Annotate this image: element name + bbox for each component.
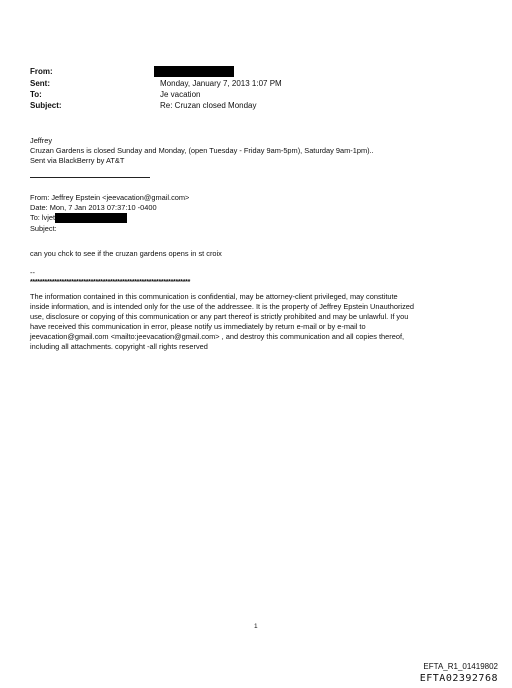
to-label: To: [30,90,42,99]
sent-value: Monday, January 7, 2013 1:07 PM [160,79,282,88]
from-label: From: [30,67,53,76]
page-number: 1 [254,623,258,630]
reply-signature: Sent via BlackBerry by AT&T [30,156,125,165]
redacted-sender [154,66,234,77]
reply-greeting: Jeffrey [30,136,53,145]
disclaimer-line: The information contained in this communication is confidential, may be attorney-client privileged, may constitute [30,292,398,301]
subject-label: Subject: [30,101,62,110]
original-date: Date: Mon, 7 Jan 2013 07:37:10 -0400 [30,203,157,212]
disclaimer-line: jeevacation@gmail.com <mailto:jeevacation@gmail.com> , and destroy this communication and all copies thereof, [30,332,405,341]
disclaimer-dashes: -- [30,268,35,277]
bates-number-primary: EFTA_R1_01419802 [423,662,498,671]
original-to: To: lvjet [30,213,56,222]
disclaimer-line: use, disclosure or copying of this communication or any part thereof is strictly prohibited and may be unlawful. If you [30,312,409,321]
bates-number-secondary: EFTA02392768 [419,673,498,684]
original-to-row [30,213,127,223]
disclaimer-line: inside information, and is intended only for the use of the addressee. It is the property of Jeffrey Epstein Unauthorized [30,302,414,311]
disclaimer-line: have received this communication in error, please notify us immediately by return e-mail or by e-mail to [30,322,366,331]
sent-label: Sent: [30,79,50,88]
subject-value: Re: Cruzan closed Monday [160,101,257,110]
redacted-recipient [55,213,127,223]
disclaimer-line: including all attachments. copyright -all rights reserved [30,342,208,351]
original-subject: Subject: [30,224,57,233]
disclaimer-stars: ****************************************************************** [30,279,190,286]
to-value: Je vacation [160,90,201,99]
original-body: can you chck to see if the cruzan gardens opens in st croix [30,249,222,258]
original-from: From: Jeffrey Epstein <jeevacation@gmail.com> [30,193,190,202]
separator-rule [30,177,150,178]
reply-body: Cruzan Gardens is closed Sunday and Monday, (open Tuesday - Friday 9am-5pm), Saturday 9am-1pm).. [30,146,374,155]
